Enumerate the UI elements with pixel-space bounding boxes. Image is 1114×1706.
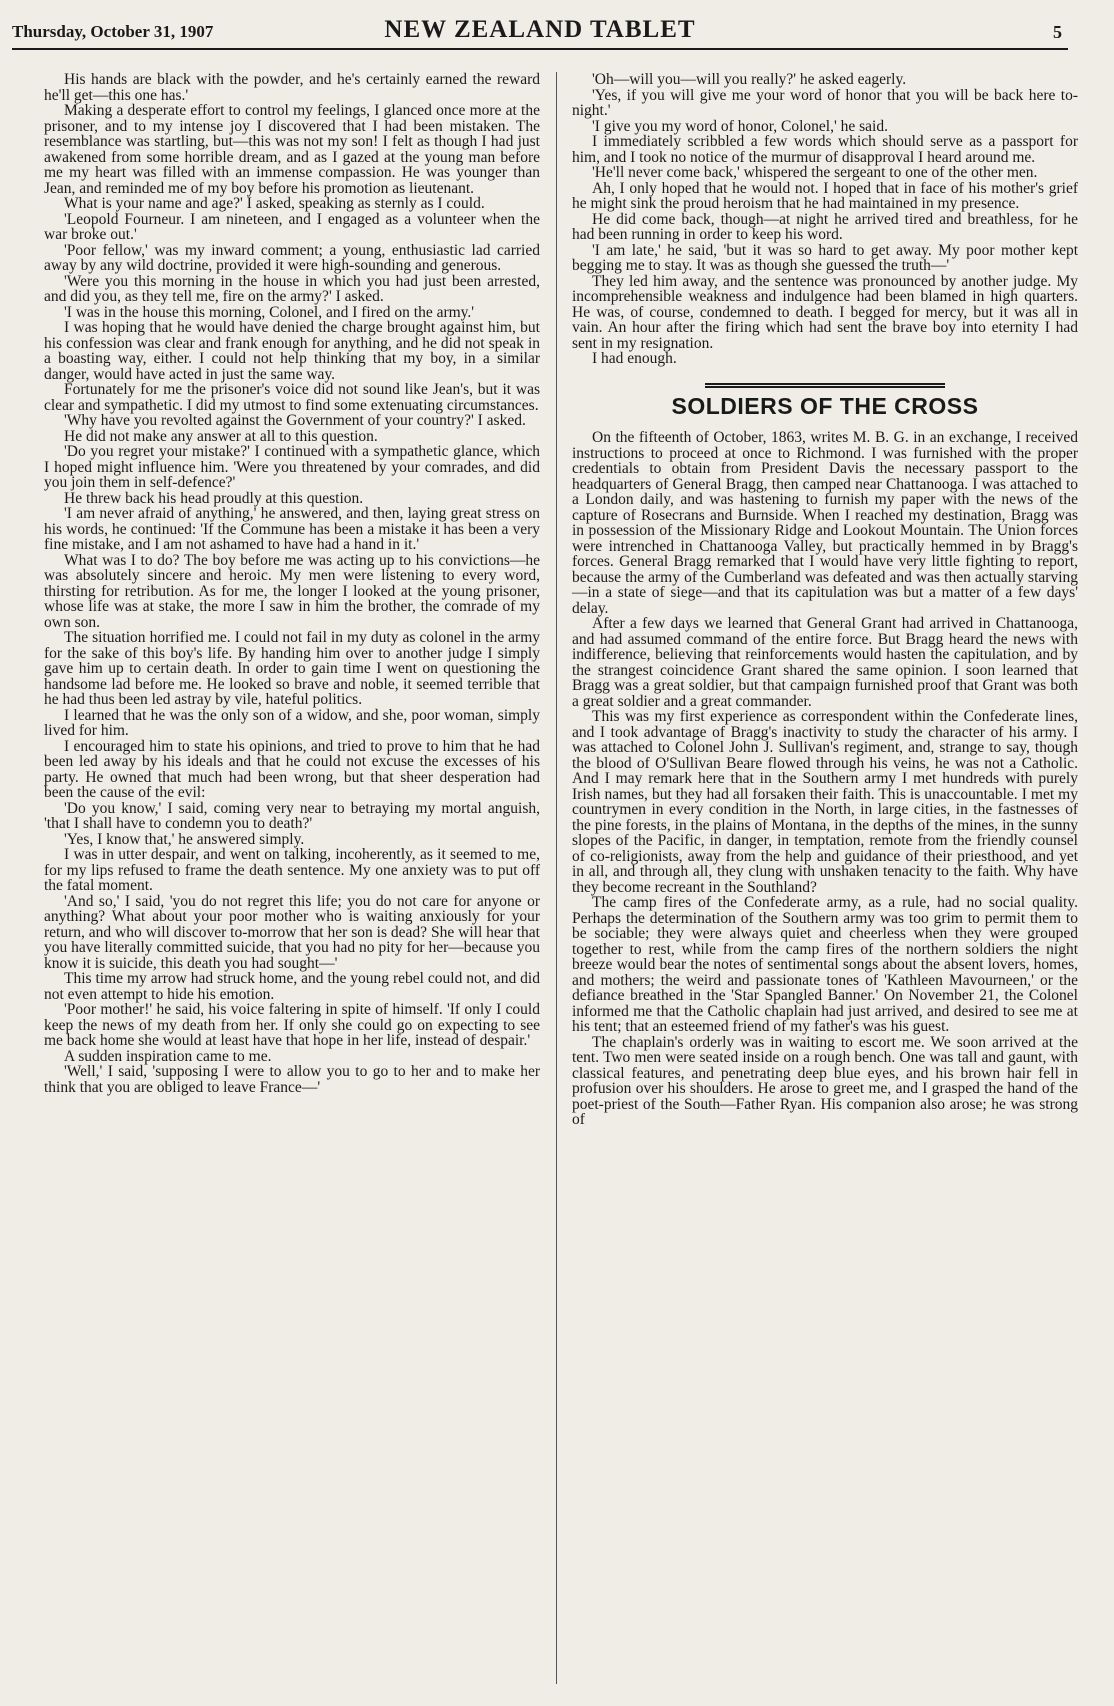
- paragraph: 'Poor fellow,' was my inward comment; a young, enthusiastic lad carried away by any wild doctrine, provided it were high-sounding and generous.: [44, 241, 540, 274]
- paragraph: 'I give you my word of honor, Colonel,' he said.: [592, 117, 888, 135]
- paragraph: I learned that he was the only son of a widow, and she, poor woman, simply lived for him.: [44, 706, 540, 739]
- paragraph: They led him away, and the sentence was pronounced by another judge. My incomprehensible weakness and indulgence had been blamed in high quarters. He was, of course, condemned to death. I begged for mercy, but it was all in vain. An hour after the firing which had sent the brave boy into eternity I had sent in my resignation.: [572, 272, 1078, 352]
- paragraph: What is your name and age?' I asked, speaking as sternly as I could.: [64, 195, 485, 212]
- section-separator: [705, 383, 945, 391]
- paragraph: 'Oh—will you—will you really?' he asked eagerly.: [592, 71, 907, 88]
- paragraph: He did come back, though—at night he arrived tired and breathless, for he had been running in order to keep his word.: [572, 210, 1078, 243]
- paragraph: He threw back his head proudly at this question.: [64, 489, 364, 507]
- masthead: [12, 8, 1068, 50]
- paragraph: The chaplain's orderly was in waiting to escort me. We soon arrived at the tent. Two men were seated inside on a rough bench. One was tall and gaunt, with classical features, and penetrating deep blue eyes, and his brown hair fell in profusion over his shoulders. He arose to greet me, and I grasped the hand of the poet-priest of the South—Father Ryan. His companion also arose; he was strong of: [572, 1033, 1078, 1128]
- article-headline: SOLDIERS OF THE CROSS: [671, 392, 979, 419]
- paragraph: I had enough.: [592, 350, 677, 367]
- paragraph: The camp fires of the Confederate army, as a rule, had no social quality. Perhaps the determination of the Southern army was too grim to permit them to be sociable; they were always quiet and cheerless when they were grouped together to rest, while from the camp fires of the northern soldiers the night breeze would bear the notes of sentimental songs about the absent lovers, homes, and mothers; the weird and passionate tones of 'Kathleen Mavourneen,' or the defiance breathed in the 'Star Spangled Banner.' On November 21, the Colonel informed me that the Catholic chaplain had just arrived, and desired to see me at his tent; that an esteemed friend of my father's was his guest.: [572, 894, 1078, 1035]
- paragraph: 'He'll never come back,' whispered the sergeant to one of the other men.: [592, 164, 1038, 181]
- left-column: [44, 72, 540, 1095]
- paragraph: What was I to do? The boy before me was acting up to his convictions—he was absolutely sincere and heroic. My men were listening to every word, thirsting for retribution. As for me, the longer I looked at the young prisoner, whose life was at stake, the more I saw in him the brother, the comrade of my own son.: [44, 551, 540, 631]
- right-column: [572, 72, 1078, 1128]
- issue-date: Thursday, October 31, 1907: [12, 22, 214, 41]
- paragraph: 'Well,' I said, 'supposing I were to allow you to go to her and to make her think that you are obliged to leave France—': [44, 1063, 540, 1096]
- paragraph: This was my first experience as correspondent within the Confederate lines, and I took advantage of Bragg's inactivity to study the character of his army. I was attached to Colonel John J. Sullivan's regiment, and, strange to say, though the blood of O'Sullivan Beare flowed through his veins, he was not a Catholic. And I may remark here that in the Southern army I met hundreds with purely Irish names, but they had all forsaken their faith. This is unaccountable. I met my countrymen in every condition in the North, in large cities, in the fastnesses of the pine forests, in the plains of Montana, in the depths of the mines, in the sunny slopes of the Pacific, in danger, in temptation, remote from the friendly counsel of co-religionists, away from the help and guidance of their priesthood, and yet in all, and through all, they clung with unshaken tenacity to the faith. Why have they become recreant in the Southland?: [572, 708, 1078, 896]
- paragraph: 'Poor mother!' he said, his voice faltering in spite of himself. 'If only I could keep the news of my death from her. If only she could go on expecting to see me back home she would at least have that hope in her life, instead of despair.': [44, 1001, 540, 1049]
- paragraph: His hands are black with the powder, and he's certainly earned the reward he'll get—this one has.': [44, 71, 540, 104]
- paragraph: I was in utter despair, and went on talking, incoherently, as it seemed to me, for my lips refused to frame the death sentence. My one anxiety was to put off the fatal moment.: [44, 846, 540, 894]
- paragraph: A sudden inspiration came to me.: [64, 1047, 272, 1065]
- paragraph: He did not make any answer at all to this question.: [64, 427, 378, 445]
- paragraph: Making a desperate effort to control my feelings, I glanced once more at the prisoner, and to my intense joy I discovered that I had been mistaken. The resemblance was startling, but—this was not my son! I felt as though I had just awakened from some horrible dream, and as I gazed at the young man before me my heart was filled with an immense compassion. He was younger than Jean, and reminded me of my boy before his promotion as lieutenant.: [44, 102, 540, 197]
- paragraph: I encouraged him to state his opinions, and tried to prove to him that he had been led away by his ideals and that he could not excuse the excesses of his party. He owned that much had been wrong, but that sheer desperation had been the cause of the evil:: [44, 737, 540, 801]
- paragraph: 'Do you regret your mistake?' I continued with a sympathetic glance, which I hoped might influence him. 'Were you threatened by your comrades, and did you join them in self-defence?': [44, 443, 540, 491]
- column-divider: [556, 72, 557, 1684]
- paragraph: The situation horrified me. I could not fail in my duty as colonel in the army for the sake of this boy's life. By handing him over to another judge I simply gave him up to certain death. In order to gain time I went on questioning the handsome lad before me. He looked so brave and noble, it seemed terrible that he had thus been led astray by vile, hateful politics.: [44, 629, 540, 708]
- paragraph: I was hoping that he would have denied the charge brought against him, but his confession was clear and frank enough for anything, and he did not speak in a boasting way, either. I could not help thinking that my boy, in a similar danger, would have acted in just the same way.: [44, 319, 540, 383]
- paragraph: Ah, I only hoped that he would not. I hoped that in face of his mother's grief he might sink the proud heroism that he had maintained in my presence.: [572, 179, 1078, 212]
- paragraph: 'Leopold Fourneur. I am nineteen, and I engaged as a volunteer when the war broke out.': [44, 210, 540, 243]
- paragraph: On the fifteenth of October, 1863, writes M. B. G. in an exchange, I received instructions to proceed at once to Richmond. I was furnished with the proper credentials to obtain from President Davis the necessary passport to the headquarters of General Bragg, then camped near Chattanooga. I was attached to a London daily, and was hastening to furnish my paper with the news of the capture of Rosecrans and Burnside. When I reached my destination, Bragg was in possession of the Missionary Ridge and Lookout Mountain. The Union forces were intrenched in Chattanooga Valley, but practically hemmed in by Bragg's forces. General Bragg remarked that I would have very little fighting to report, because the army of the Cumberland was defeated and was then actually starving—in a state of siege—and that its capitulation was but a matter of a few days' delay.: [572, 429, 1078, 617]
- paragraph: 'Yes, I know that,' he answered simply.: [64, 830, 305, 848]
- paragraph: 'I am never afraid of anything,' he answered, and then, laying great stress on his words, he continued: 'If the Commune has been a mistake it has been a very fine mistake, and I am not ashamed to have had a hand in it.': [44, 505, 540, 553]
- paragraph: 'And so,' I said, 'you do not regret this life; you do not care for anyone or anything? What about your poor mother who is waiting anxiously for your return, and who will discover to-morrow that her son is dead? She will hear that you have literally committed suicide, that you had no pity for her—because you know it is suicide, this death you had sought—': [44, 892, 540, 972]
- paragraph: I immediately scribbled a few words which should serve as a passport for him, and I took no notice of the murmur of disapproval I heard around me.: [572, 133, 1078, 166]
- paragraph: 'I am late,' he said, 'but it was so hard to get away. My poor mother kept begging me to stay. It was as though she guessed the truth—': [572, 241, 1078, 274]
- newspaper-title: NEW ZEALAND TABLET: [384, 16, 696, 43]
- paragraph: Fortunately for me the prisoner's voice did not sound like Jean's, but it was clear and sympathetic. I did my utmost to find some extenuating circumstances.: [44, 381, 540, 414]
- paragraph: 'I was in the house this morning, Colonel, and I fired on the army.': [64, 303, 475, 321]
- paragraph: 'Do you know,' I said, coming very near to betraying my mortal anguish, 'that I shall have to condemn you to death?': [44, 799, 540, 832]
- paragraph: 'Why have you revolted against the Government of your country?' I asked.: [64, 412, 526, 429]
- paragraph: 'Yes, if you will give me your word of honor that you will be back here to-night.': [572, 86, 1078, 119]
- paragraph: This time my arrow had struck home, and the young rebel could not, and did not even attempt to hide his emotion.: [44, 970, 540, 1003]
- page-number: 5: [1053, 22, 1062, 42]
- paragraph: After a few days we learned that General Grant had arrived in Chattanooga, and had assumed command of the entire force. But Bragg heard the news with indifference, believing that reinforcements would hasten the capitulation, and by the strangest coincidence Grant shared the same opinion. I soon learned that Bragg was a great soldier, but that campaign furnished proof that Grant was both a great soldier and a great commander.: [572, 615, 1078, 710]
- paragraph: 'Were you this morning in the house in which you had just been arrested, and did you, as they tell me, fire on the army?' I asked.: [44, 272, 540, 305]
